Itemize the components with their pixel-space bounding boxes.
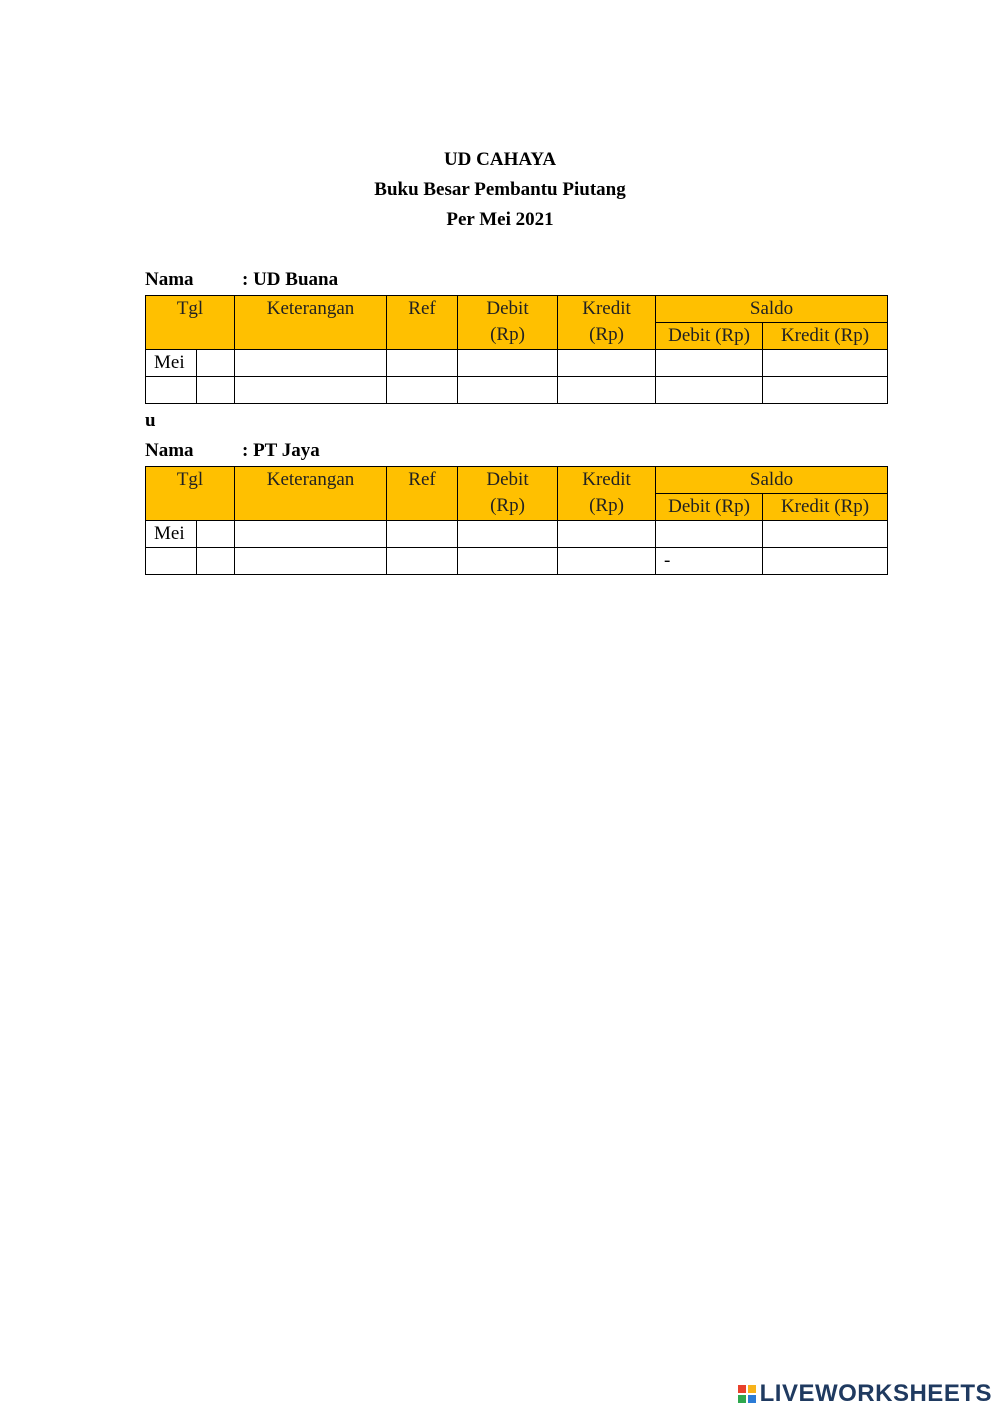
cell-kredit[interactable] <box>558 521 656 548</box>
col-header-debit-line1: Debit <box>486 469 529 490</box>
col-header-kredit-line2: (Rp) <box>589 495 624 516</box>
cell-ref[interactable] <box>387 377 458 404</box>
col-header-saldo: Saldo <box>656 296 888 323</box>
ledger-1-name: : UD Buana <box>242 269 339 290</box>
logo-tile-2 <box>748 1385 756 1393</box>
ledger-2-table <box>145 466 888 575</box>
logo-tile-3 <box>738 1395 746 1403</box>
liveworksheets-logo <box>738 1381 992 1407</box>
col-header-debit-line1: Debit <box>486 298 529 319</box>
col-header-debit <box>458 296 558 350</box>
nama-label: Nama <box>145 269 194 290</box>
table-row <box>146 350 888 377</box>
col-header-debit-line2: (Rp) <box>490 495 525 516</box>
cell-day[interactable] <box>197 350 235 377</box>
col-header-kredit <box>558 296 656 350</box>
col-header-saldo-debit: Debit (Rp) <box>656 494 763 521</box>
cell-saldo-debit[interactable]: - <box>656 548 763 575</box>
cell-kredit[interactable] <box>558 548 656 575</box>
col-header-tgl: Tgl <box>146 296 235 350</box>
liveworksheets-logo-icon <box>738 1385 756 1403</box>
nama-label: Nama <box>145 440 194 461</box>
cell-keterangan[interactable] <box>235 350 387 377</box>
cell-keterangan[interactable] <box>235 521 387 548</box>
col-header-saldo-kredit: Kredit (Rp) <box>763 494 888 521</box>
col-header-kredit-line1: Kredit <box>582 298 631 319</box>
cell-saldo-kredit[interactable] <box>763 548 888 575</box>
col-header-saldo: Saldo <box>656 467 888 494</box>
cell-saldo-kredit[interactable] <box>763 350 888 377</box>
cell-day[interactable] <box>197 377 235 404</box>
cell-saldo-debit[interactable] <box>656 377 763 404</box>
cell-keterangan[interactable] <box>235 548 387 575</box>
col-header-kredit-line2: (Rp) <box>589 324 624 345</box>
stray-text: u <box>145 410 156 431</box>
cell-ref[interactable] <box>387 350 458 377</box>
ledger-2-name-row <box>145 439 320 463</box>
col-header-kredit-line1: Kredit <box>582 469 631 490</box>
col-header-keterangan: Keterangan <box>235 296 387 350</box>
cell-debit[interactable] <box>458 377 558 404</box>
cell-month[interactable]: Mei <box>146 350 197 377</box>
cell-day[interactable] <box>197 521 235 548</box>
col-header-kredit <box>558 467 656 521</box>
cell-kredit[interactable] <box>558 377 656 404</box>
cell-saldo-kredit[interactable] <box>763 377 888 404</box>
table-row <box>146 377 888 404</box>
col-header-keterangan: Keterangan <box>235 467 387 521</box>
cell-ref[interactable] <box>387 521 458 548</box>
cell-debit[interactable] <box>458 521 558 548</box>
col-header-debit <box>458 467 558 521</box>
cell-saldo-debit[interactable] <box>656 350 763 377</box>
table-row <box>146 521 888 548</box>
ledger-1-name-row <box>145 268 338 292</box>
table-row <box>146 548 888 575</box>
col-header-debit-line2: (Rp) <box>490 324 525 345</box>
col-header-saldo-debit: Debit (Rp) <box>656 323 763 350</box>
cell-ref[interactable] <box>387 548 458 575</box>
cell-month[interactable] <box>146 377 197 404</box>
cell-keterangan[interactable] <box>235 377 387 404</box>
ledger-2-name: : PT Jaya <box>242 440 320 461</box>
cell-kredit[interactable] <box>558 350 656 377</box>
document-header <box>0 145 1000 235</box>
cell-month[interactable]: Mei <box>146 521 197 548</box>
cell-month[interactable] <box>146 548 197 575</box>
ledger-1-table <box>145 295 888 404</box>
col-header-saldo-kredit: Kredit (Rp) <box>763 323 888 350</box>
col-header-ref: Ref <box>387 296 458 350</box>
cell-saldo-debit[interactable] <box>656 521 763 548</box>
cell-saldo-kredit[interactable] <box>763 521 888 548</box>
cell-debit[interactable] <box>458 548 558 575</box>
cell-debit[interactable] <box>458 350 558 377</box>
cell-day[interactable] <box>197 548 235 575</box>
liveworksheets-brand-text: LIVEWORKSHEETS <box>759 1380 992 1407</box>
col-header-ref: Ref <box>387 467 458 521</box>
document-period: Per Mei 2021 <box>446 209 554 230</box>
logo-tile-1 <box>738 1385 746 1393</box>
document-title: Buku Besar Pembantu Piutang <box>374 179 626 200</box>
company-name: UD CAHAYA <box>443 149 557 170</box>
col-header-tgl: Tgl <box>146 467 235 521</box>
logo-tile-4 <box>748 1395 756 1403</box>
